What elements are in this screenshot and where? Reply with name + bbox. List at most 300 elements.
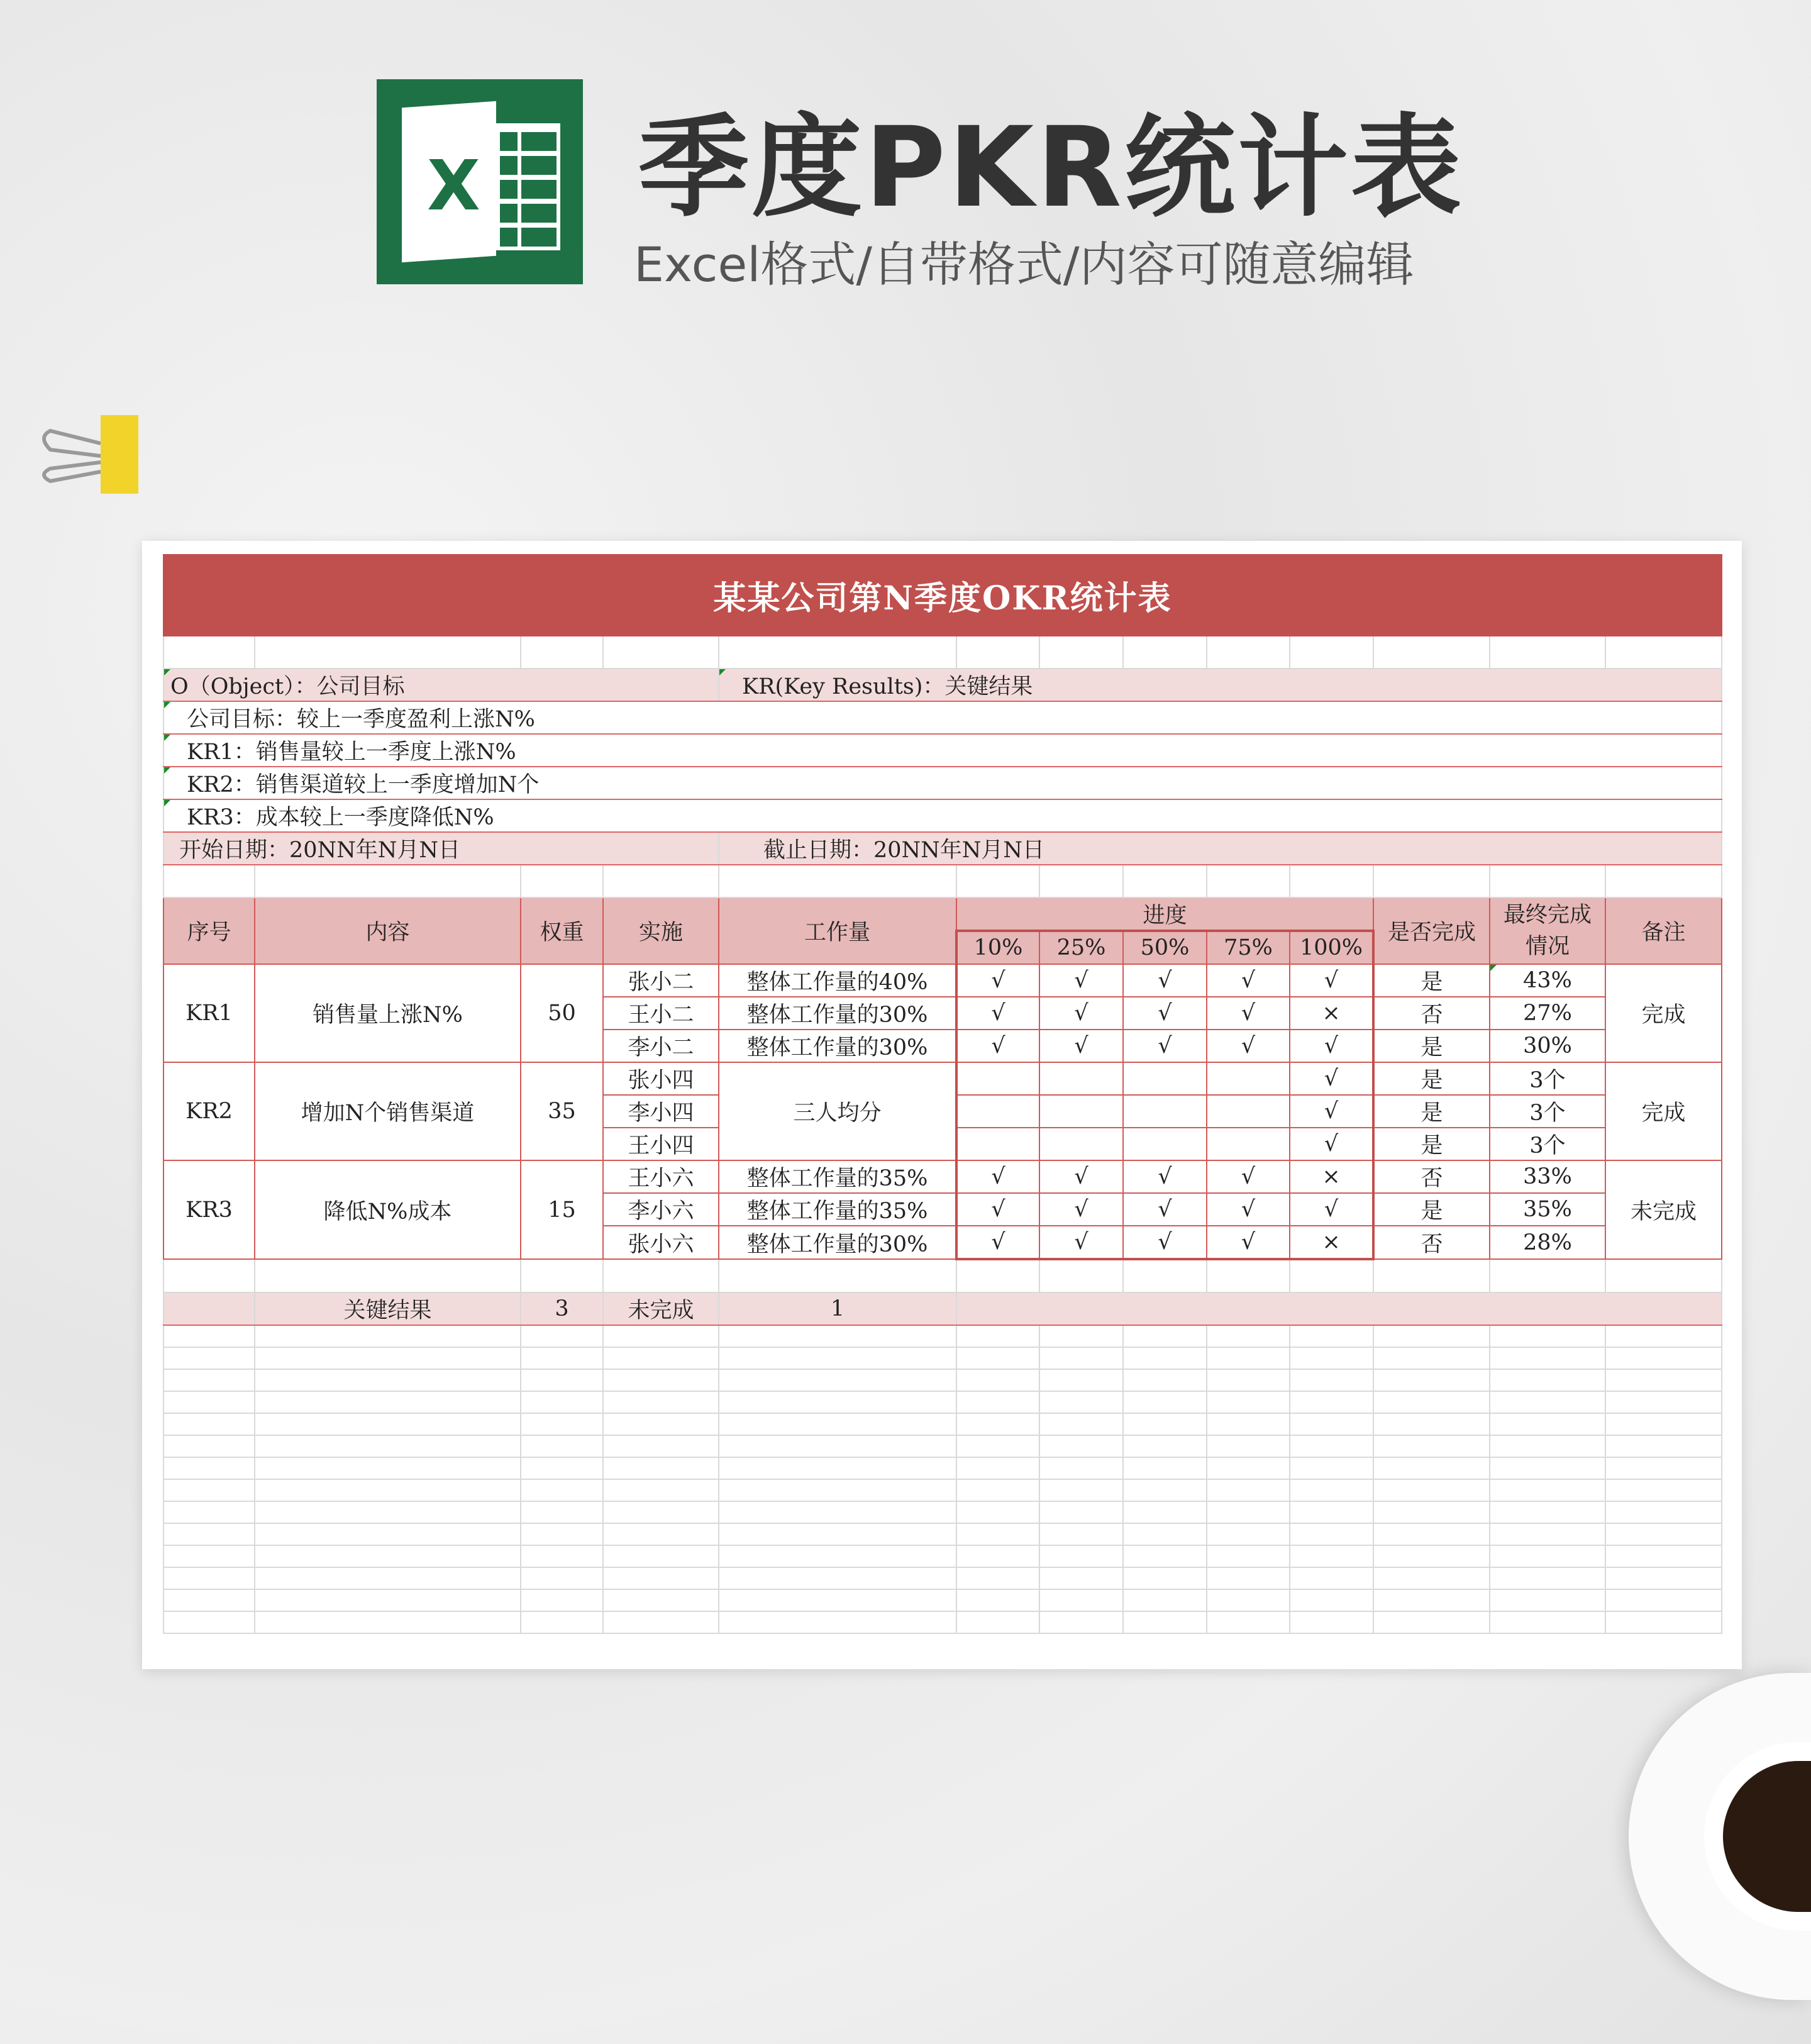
cell-workload[interactable]: 整体工作量的30% xyxy=(719,997,956,1030)
cell-done[interactable]: 是 xyxy=(1373,1062,1490,1095)
header-progress-level[interactable]: 75% xyxy=(1207,931,1290,964)
empty-cell[interactable] xyxy=(1039,1413,1123,1435)
empty-cell[interactable] xyxy=(1207,1325,1290,1347)
cell-final[interactable]: 3个 xyxy=(1490,1128,1605,1160)
empty-cell[interactable] xyxy=(1039,1369,1123,1391)
empty-cell[interactable] xyxy=(1490,1325,1605,1347)
empty-cell[interactable] xyxy=(1039,1545,1123,1567)
empty-cell[interactable] xyxy=(1490,1479,1605,1501)
empty-cell[interactable] xyxy=(1290,1545,1373,1567)
cell-workload[interactable]: 整体工作量的35% xyxy=(719,1160,956,1193)
empty-cell[interactable] xyxy=(1490,1391,1605,1413)
empty-cell[interactable] xyxy=(163,1589,255,1611)
empty-cell[interactable] xyxy=(1039,1435,1123,1457)
header-impl[interactable]: 实施 xyxy=(603,897,719,964)
empty-cell[interactable] xyxy=(1290,1567,1373,1589)
empty-cell[interactable] xyxy=(719,1369,956,1391)
empty-cell[interactable] xyxy=(1207,1545,1290,1567)
empty-cell[interactable] xyxy=(255,1567,521,1589)
goal-line[interactable]: 公司目标：较上一季度盈利上涨N% xyxy=(163,701,1722,734)
empty-cell[interactable] xyxy=(1207,1259,1290,1292)
empty-cell[interactable] xyxy=(255,1501,521,1523)
empty-cell[interactable] xyxy=(719,1567,956,1589)
empty-cell[interactable] xyxy=(1290,1259,1373,1292)
empty-cell[interactable] xyxy=(1207,1523,1290,1545)
empty-cell[interactable] xyxy=(956,1259,1039,1292)
cell-progress[interactable]: √ xyxy=(1123,1226,1207,1259)
empty-cell[interactable] xyxy=(521,1567,603,1589)
empty-cell[interactable] xyxy=(956,1501,1039,1523)
empty-cell[interactable] xyxy=(163,1259,255,1292)
empty-cell[interactable] xyxy=(1490,1413,1605,1435)
empty-cell[interactable] xyxy=(1207,1413,1290,1435)
empty-cell[interactable] xyxy=(1290,1523,1373,1545)
empty-cell[interactable] xyxy=(956,1523,1039,1545)
cell-final[interactable]: 30% xyxy=(1490,1030,1605,1062)
cell-workload[interactable]: 整体工作量的30% xyxy=(719,1226,956,1259)
header-workload[interactable]: 工作量 xyxy=(719,897,956,964)
header-progress[interactable]: 进度 xyxy=(956,897,1373,931)
empty-cell[interactable] xyxy=(1207,1457,1290,1479)
object-label[interactable]: O（Object）：公司目标 xyxy=(163,669,719,701)
empty-cell[interactable] xyxy=(719,1501,956,1523)
empty-cell[interactable] xyxy=(956,1479,1039,1501)
cell-note[interactable]: 完成 xyxy=(1605,1062,1722,1160)
empty-cell[interactable] xyxy=(163,1325,255,1347)
empty-cell[interactable] xyxy=(719,1391,956,1413)
cell-no[interactable]: KR1 xyxy=(163,964,255,1062)
empty-cell[interactable] xyxy=(1207,1435,1290,1457)
cell-progress[interactable] xyxy=(956,1128,1039,1160)
cell-done[interactable]: 否 xyxy=(1373,1160,1490,1193)
cell-progress[interactable]: √ xyxy=(1290,1030,1373,1062)
empty-cell[interactable] xyxy=(719,1457,956,1479)
empty-cell[interactable] xyxy=(956,1369,1039,1391)
empty-cell[interactable] xyxy=(603,1325,719,1347)
cell-done[interactable]: 是 xyxy=(1373,1128,1490,1160)
cell-progress[interactable]: √ xyxy=(956,1160,1039,1193)
empty-cell[interactable] xyxy=(1207,1479,1290,1501)
empty-cell[interactable] xyxy=(1605,1567,1722,1589)
empty-cell[interactable] xyxy=(521,1457,603,1479)
empty-cell[interactable] xyxy=(1123,1567,1207,1589)
empty-cell[interactable] xyxy=(255,1391,521,1413)
cell-progress[interactable]: √ xyxy=(956,997,1039,1030)
empty-cell[interactable] xyxy=(1605,1611,1722,1633)
cell-person[interactable]: 张小四 xyxy=(603,1062,719,1095)
empty-cell[interactable] xyxy=(719,1611,956,1633)
cell-progress[interactable]: × xyxy=(1290,1160,1373,1193)
cell-final[interactable]: 35% xyxy=(1490,1193,1605,1226)
empty-cell[interactable] xyxy=(603,1589,719,1611)
empty-cell[interactable] xyxy=(719,1325,956,1347)
empty-cell[interactable] xyxy=(1605,1589,1722,1611)
empty-cell[interactable] xyxy=(521,1435,603,1457)
cell-progress[interactable] xyxy=(1039,1128,1123,1160)
cell-progress[interactable]: √ xyxy=(1207,1030,1290,1062)
cell-person[interactable]: 李小四 xyxy=(603,1095,719,1128)
empty-cell[interactable] xyxy=(521,1589,603,1611)
empty-cell[interactable] xyxy=(1290,1479,1373,1501)
cell-person[interactable]: 王小六 xyxy=(603,1160,719,1193)
empty-cell[interactable] xyxy=(1605,1325,1722,1347)
cell-progress[interactable]: √ xyxy=(1123,1030,1207,1062)
cell-weight[interactable]: 35 xyxy=(521,1062,603,1160)
cell-progress[interactable]: √ xyxy=(1290,964,1373,997)
empty-cell[interactable] xyxy=(1123,1545,1207,1567)
summary-incomplete-count[interactable]: 1 xyxy=(719,1292,956,1325)
empty-cell[interactable] xyxy=(1373,1479,1490,1501)
goal-line[interactable]: KR3：成本较上一季度降低N% xyxy=(163,799,1722,832)
empty-cell[interactable] xyxy=(163,1391,255,1413)
empty-cell[interactable] xyxy=(719,1479,956,1501)
header-final[interactable] xyxy=(1490,897,1605,964)
empty-cell[interactable] xyxy=(521,1391,603,1413)
empty-cell[interactable] xyxy=(603,1259,719,1292)
empty-cell[interactable] xyxy=(1123,1347,1207,1369)
empty-cell[interactable] xyxy=(1373,1413,1490,1435)
empty-cell[interactable] xyxy=(255,1259,521,1292)
cell-final[interactable]: 28% xyxy=(1490,1226,1605,1259)
cell-progress[interactable]: √ xyxy=(1039,1030,1123,1062)
empty-cell[interactable] xyxy=(1123,1413,1207,1435)
empty-cell[interactable] xyxy=(1373,1545,1490,1567)
empty-cell[interactable] xyxy=(1490,1567,1605,1589)
empty-cell[interactable] xyxy=(255,1325,521,1347)
cell-progress[interactable]: √ xyxy=(1039,1193,1123,1226)
empty-cell[interactable] xyxy=(1123,1479,1207,1501)
empty-cell[interactable] xyxy=(1039,1259,1123,1292)
empty-cell[interactable] xyxy=(603,1479,719,1501)
empty-cell[interactable] xyxy=(719,1545,956,1567)
empty-cell[interactable] xyxy=(1207,1391,1290,1413)
cell-content[interactable]: 销售量上涨N% xyxy=(255,964,521,1062)
empty-cell[interactable] xyxy=(1039,1523,1123,1545)
empty-cell[interactable] xyxy=(1123,1501,1207,1523)
empty-cell[interactable] xyxy=(1490,1523,1605,1545)
empty-cell[interactable] xyxy=(603,1347,719,1369)
empty-cell[interactable] xyxy=(1605,1413,1722,1435)
empty-cell[interactable] xyxy=(603,1457,719,1479)
empty-cell[interactable] xyxy=(1373,1501,1490,1523)
empty-cell[interactable] xyxy=(1373,1567,1490,1589)
empty-cell[interactable] xyxy=(1039,1611,1123,1633)
cell-progress[interactable]: √ xyxy=(1123,1160,1207,1193)
empty-cell[interactable] xyxy=(1605,1259,1722,1292)
empty-cell[interactable] xyxy=(956,1391,1039,1413)
empty-cell[interactable] xyxy=(163,1435,255,1457)
cell-final[interactable]: 3个 xyxy=(1490,1062,1605,1095)
empty-cell[interactable] xyxy=(521,1325,603,1347)
empty-cell[interactable] xyxy=(1207,1347,1290,1369)
empty-cell[interactable] xyxy=(1123,1391,1207,1413)
empty-cell[interactable] xyxy=(255,1369,521,1391)
goal-line[interactable]: KR2：销售渠道较上一季度增加N个 xyxy=(163,767,1722,799)
empty-cell[interactable] xyxy=(1039,1589,1123,1611)
empty-cell[interactable] xyxy=(956,1457,1039,1479)
cell-final[interactable]: 43% xyxy=(1490,964,1605,997)
cell-done[interactable]: 是 xyxy=(1373,964,1490,997)
empty-cell[interactable] xyxy=(163,1347,255,1369)
empty-cell[interactable] xyxy=(603,1391,719,1413)
cell-person[interactable]: 张小二 xyxy=(603,964,719,997)
empty-cell[interactable] xyxy=(1373,1457,1490,1479)
empty-cell[interactable] xyxy=(1490,1435,1605,1457)
cell-progress[interactable]: √ xyxy=(956,1193,1039,1226)
cell-progress[interactable] xyxy=(956,1095,1039,1128)
empty-cell[interactable] xyxy=(719,1413,956,1435)
cell-progress[interactable] xyxy=(1123,1128,1207,1160)
empty-cell[interactable] xyxy=(1290,1589,1373,1611)
cell-final[interactable]: 3个 xyxy=(1490,1095,1605,1128)
empty-cell[interactable] xyxy=(603,1611,719,1633)
empty-cell[interactable] xyxy=(719,1435,956,1457)
empty-cell[interactable] xyxy=(956,1589,1039,1611)
empty-cell[interactable] xyxy=(1605,1501,1722,1523)
cell-done[interactable]: 是 xyxy=(1373,1030,1490,1062)
end-date[interactable]: 截止日期：20NN年N月N日 xyxy=(719,832,1722,865)
empty-cell[interactable] xyxy=(1290,1369,1373,1391)
cell-person[interactable]: 张小六 xyxy=(603,1226,719,1259)
summary-kr-count[interactable]: 3 xyxy=(521,1292,603,1325)
cell-progress[interactable] xyxy=(1207,1062,1290,1095)
empty-cell[interactable] xyxy=(1290,1347,1373,1369)
empty-cell[interactable] xyxy=(603,1435,719,1457)
empty-cell[interactable] xyxy=(521,1413,603,1435)
cell-progress[interactable] xyxy=(1039,1095,1123,1128)
empty-cell[interactable] xyxy=(163,1457,255,1479)
empty-cell[interactable] xyxy=(521,1479,603,1501)
cell-progress[interactable]: √ xyxy=(1123,964,1207,997)
cell-final[interactable]: 33% xyxy=(1490,1160,1605,1193)
cell-progress[interactable] xyxy=(1039,1062,1123,1095)
empty-cell[interactable] xyxy=(163,1567,255,1589)
cell-progress[interactable]: √ xyxy=(1207,1160,1290,1193)
empty-cell[interactable] xyxy=(1039,1347,1123,1369)
goal-line[interactable]: KR1：销售量较上一季度上涨N% xyxy=(163,734,1722,767)
cell-progress[interactable] xyxy=(1123,1095,1207,1128)
cell-workload[interactable]: 整体工作量的35% xyxy=(719,1193,956,1226)
empty-cell[interactable] xyxy=(163,1523,255,1545)
summary-incomplete-label[interactable]: 未完成 xyxy=(603,1292,719,1325)
cell-workload[interactable]: 整体工作量的40% xyxy=(719,964,956,997)
empty-cell[interactable] xyxy=(603,1413,719,1435)
cell-weight[interactable]: 15 xyxy=(521,1160,603,1259)
empty-cell[interactable] xyxy=(1039,1325,1123,1347)
summary-kr-label[interactable]: 关键结果 xyxy=(255,1292,521,1325)
empty-cell[interactable] xyxy=(255,1457,521,1479)
cell-workload[interactable]: 整体工作量的30% xyxy=(719,1030,956,1062)
cell-progress[interactable]: √ xyxy=(1207,1193,1290,1226)
empty-cell[interactable] xyxy=(1605,1545,1722,1567)
empty-cell[interactable] xyxy=(1290,1501,1373,1523)
empty-cell[interactable] xyxy=(1207,1589,1290,1611)
empty-cell[interactable] xyxy=(521,1611,603,1633)
cell-progress[interactable]: √ xyxy=(1039,1226,1123,1259)
empty-cell[interactable] xyxy=(1490,1589,1605,1611)
empty-cell[interactable] xyxy=(603,1567,719,1589)
empty-cell[interactable] xyxy=(1290,1325,1373,1347)
empty-cell[interactable] xyxy=(603,1545,719,1567)
cell-person[interactable]: 王小四 xyxy=(603,1128,719,1160)
cell-progress[interactable]: √ xyxy=(1039,997,1123,1030)
empty-cell[interactable] xyxy=(1123,1611,1207,1633)
empty-cell[interactable] xyxy=(1123,1523,1207,1545)
empty-cell[interactable] xyxy=(1207,1369,1290,1391)
cell-progress[interactable] xyxy=(956,1062,1039,1095)
cell-progress[interactable] xyxy=(1123,1062,1207,1095)
cell-progress[interactable]: × xyxy=(1290,997,1373,1030)
empty-cell[interactable] xyxy=(1290,1391,1373,1413)
empty-cell[interactable] xyxy=(163,1369,255,1391)
cell-no[interactable]: KR3 xyxy=(163,1160,255,1259)
empty-cell[interactable] xyxy=(163,1479,255,1501)
empty-cell[interactable] xyxy=(163,1545,255,1567)
empty-cell[interactable] xyxy=(1373,1259,1490,1292)
header-note[interactable]: 备注 xyxy=(1605,897,1722,964)
cell-progress[interactable]: √ xyxy=(1207,997,1290,1030)
header-progress-level[interactable]: 100% xyxy=(1290,931,1373,964)
empty-cell[interactable] xyxy=(1605,1369,1722,1391)
empty-cell[interactable] xyxy=(1039,1391,1123,1413)
empty-cell[interactable] xyxy=(1373,1391,1490,1413)
empty-cell[interactable] xyxy=(255,1347,521,1369)
empty-cell[interactable] xyxy=(1490,1545,1605,1567)
cell-progress[interactable] xyxy=(1207,1095,1290,1128)
empty-cell[interactable] xyxy=(521,1523,603,1545)
empty-cell[interactable] xyxy=(1123,1435,1207,1457)
cell-done[interactable]: 是 xyxy=(1373,1095,1490,1128)
header-content[interactable]: 内容 xyxy=(255,897,521,964)
empty-cell[interactable] xyxy=(1490,1611,1605,1633)
empty-cell[interactable] xyxy=(255,1611,521,1633)
cell-progress[interactable]: √ xyxy=(1123,1193,1207,1226)
empty-cell[interactable] xyxy=(1123,1259,1207,1292)
empty-cell[interactable] xyxy=(1605,1347,1722,1369)
empty-cell[interactable] xyxy=(1123,1369,1207,1391)
cell-note[interactable]: 未完成 xyxy=(1605,1160,1722,1259)
empty-cell[interactable] xyxy=(521,1259,603,1292)
cell-progress[interactable]: √ xyxy=(1039,964,1123,997)
header-no[interactable]: 序号 xyxy=(163,897,255,964)
empty-cell[interactable] xyxy=(1039,1457,1123,1479)
empty-cell[interactable] xyxy=(1373,1589,1490,1611)
empty-cell[interactable] xyxy=(1605,1457,1722,1479)
empty-cell[interactable] xyxy=(1490,1369,1605,1391)
empty-cell[interactable] xyxy=(1123,1457,1207,1479)
cell-progress[interactable]: √ xyxy=(1290,1128,1373,1160)
empty-cell[interactable] xyxy=(1373,1523,1490,1545)
empty-cell[interactable] xyxy=(255,1435,521,1457)
empty-cell[interactable] xyxy=(1123,1325,1207,1347)
empty-cell[interactable] xyxy=(255,1413,521,1435)
cell-progress[interactable]: √ xyxy=(1207,1226,1290,1259)
cell-progress[interactable]: √ xyxy=(956,1226,1039,1259)
empty-cell[interactable] xyxy=(956,1413,1039,1435)
empty-cell[interactable] xyxy=(1373,1347,1490,1369)
cell-progress[interactable] xyxy=(1207,1128,1290,1160)
empty-cell[interactable] xyxy=(1207,1611,1290,1633)
empty-cell[interactable] xyxy=(255,1479,521,1501)
cell-content[interactable]: 增加N个销售渠道 xyxy=(255,1062,521,1160)
cell-progress[interactable]: √ xyxy=(1207,964,1290,997)
empty-cell[interactable] xyxy=(1605,1523,1722,1545)
cell-progress[interactable]: √ xyxy=(1290,1193,1373,1226)
kr-label[interactable]: KR(Key Results)：关键结果 xyxy=(719,669,1722,701)
empty-cell[interactable] xyxy=(521,1347,603,1369)
empty-cell[interactable] xyxy=(956,1545,1039,1567)
cell-progress[interactable]: √ xyxy=(1123,997,1207,1030)
cell-progress[interactable]: × xyxy=(1290,1226,1373,1259)
empty-cell[interactable] xyxy=(956,1347,1039,1369)
cell-person[interactable]: 李小六 xyxy=(603,1193,719,1226)
empty-cell[interactable] xyxy=(719,1259,956,1292)
cell-workload[interactable]: 三人均分 xyxy=(719,1062,956,1160)
header-progress-level[interactable]: 25% xyxy=(1039,931,1123,964)
cell-person[interactable]: 王小二 xyxy=(603,997,719,1030)
sheet-title[interactable]: 某某公司第N季度OKR统计表 xyxy=(163,555,1722,636)
empty-cell[interactable] xyxy=(1605,1479,1722,1501)
empty-cell[interactable] xyxy=(1605,1391,1722,1413)
cell-progress[interactable]: √ xyxy=(956,964,1039,997)
cell-progress[interactable]: √ xyxy=(956,1030,1039,1062)
empty-cell[interactable] xyxy=(956,1611,1039,1633)
empty-cell[interactable] xyxy=(1039,1567,1123,1589)
empty-cell[interactable] xyxy=(1290,1611,1373,1633)
empty-cell[interactable] xyxy=(956,1567,1039,1589)
empty-cell[interactable] xyxy=(1290,1457,1373,1479)
cell-done[interactable]: 否 xyxy=(1373,1226,1490,1259)
cell-done[interactable]: 否 xyxy=(1373,997,1490,1030)
header-done[interactable]: 是否完成 xyxy=(1373,897,1490,964)
cell-progress[interactable]: √ xyxy=(1290,1095,1373,1128)
empty-cell[interactable] xyxy=(719,1589,956,1611)
empty-cell[interactable] xyxy=(1039,1501,1123,1523)
empty-cell[interactable] xyxy=(603,1369,719,1391)
empty-cell[interactable] xyxy=(1207,1567,1290,1589)
start-date[interactable]: 开始日期：20NN年N月N日 xyxy=(163,832,719,865)
empty-cell[interactable] xyxy=(956,1325,1039,1347)
empty-cell[interactable] xyxy=(956,1435,1039,1457)
empty-cell[interactable] xyxy=(1490,1501,1605,1523)
cell-content[interactable]: 降低N%成本 xyxy=(255,1160,521,1259)
empty-cell[interactable] xyxy=(1373,1369,1490,1391)
empty-cell[interactable] xyxy=(163,1611,255,1633)
header-progress-level[interactable]: 10% xyxy=(956,931,1039,964)
empty-cell[interactable] xyxy=(1490,1457,1605,1479)
empty-cell[interactable] xyxy=(163,1501,255,1523)
empty-cell[interactable] xyxy=(719,1347,956,1369)
empty-cell[interactable] xyxy=(255,1523,521,1545)
empty-cell[interactable] xyxy=(521,1501,603,1523)
header-weight[interactable]: 权重 xyxy=(521,897,603,964)
empty-cell[interactable] xyxy=(1039,1479,1123,1501)
empty-cell[interactable] xyxy=(255,1589,521,1611)
empty-cell[interactable] xyxy=(521,1369,603,1391)
empty-cell[interactable] xyxy=(1290,1413,1373,1435)
cell-progress[interactable]: √ xyxy=(1290,1062,1373,1095)
empty-cell[interactable] xyxy=(521,1545,603,1567)
empty-cell[interactable] xyxy=(163,1413,255,1435)
cell-progress[interactable]: √ xyxy=(1039,1160,1123,1193)
empty-cell[interactable] xyxy=(603,1501,719,1523)
cell-person[interactable]: 李小二 xyxy=(603,1030,719,1062)
empty-cell[interactable] xyxy=(1290,1435,1373,1457)
empty-cell[interactable] xyxy=(1373,1325,1490,1347)
cell-final[interactable]: 27% xyxy=(1490,997,1605,1030)
cell-weight[interactable]: 50 xyxy=(521,964,603,1062)
empty-cell[interactable] xyxy=(255,1545,521,1567)
